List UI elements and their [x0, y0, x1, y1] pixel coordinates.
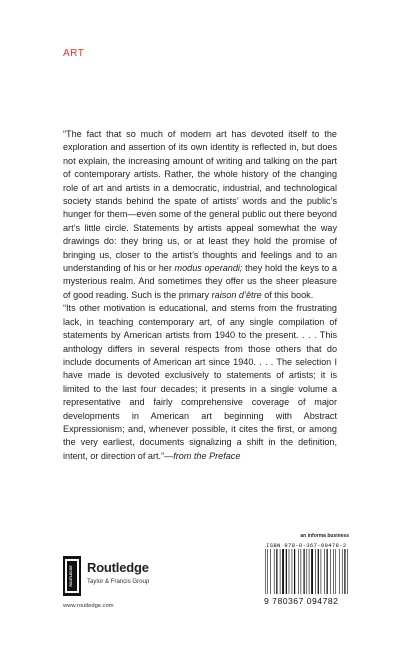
- back-cover-blurb: [63, 128, 337, 463]
- publisher-url: www.routledge.com: [63, 603, 114, 609]
- isbn-text: ISBN 978-0-367-09478-2: [266, 542, 347, 549]
- category-label: ART: [63, 48, 85, 59]
- blurb-paragraph-1: “The fact that so much of modern art has devoted itself to the exploration and assertion of its own identity is reflected in, but does not explain, the increasing amount of writing and talking on the part of contemporary artists. Rather, the whole history of the changing role of art and artists in a democratic, industrial, and technological society stands behind the spate of artists’ words and the public’s hunger for them—even some of the general public out there beyond art’s little circle. Statements by artists appeal somewhat the way drawings do: they bring us, or at least they hold the promise of bringing us, closer to the artist’s thoughts and feelings and to an understanding of his or her modus operandi; they hold the keys to a mysterious realm. And sometimes they offer us the sheer pleasure of good reading. Such is the primary raison d’être of this book.: [63, 129, 337, 300]
- publisher-subline: Taylor & Francis Group: [87, 578, 150, 585]
- routledge-logo-text: ROUTLEDGE: [69, 565, 73, 587]
- blurb-paragraph-2: “Its other motivation is educational, and stems from the frustrating lack, in teaching contemporary art, of any single compilation of statements by American artists from 1940 to the present. . . . This anthology differs in several respects from those others that do include documents of American art since 1940. . . . The selection I have made is devoted exclusively to statements of artists; it is limited to the last four decades; it presents in a single volume a representative and fairly comprehensive coverage of major developments in American art beginning with Abstract Expressionism; and, whenever possible, it cites the first, or among the very earliest, documents signalizing a shift in the definition, intent, or direction of art.”—from the Preface: [63, 303, 337, 461]
- routledge-logo-mark: [63, 556, 81, 596]
- informa-tagline: an informa business: [300, 533, 349, 539]
- blurb-source: from the Preface: [173, 450, 241, 461]
- barcode: [264, 549, 350, 594]
- barcode-number: 9 780367 094782: [264, 596, 339, 606]
- publisher-name: Routledge: [87, 560, 149, 575]
